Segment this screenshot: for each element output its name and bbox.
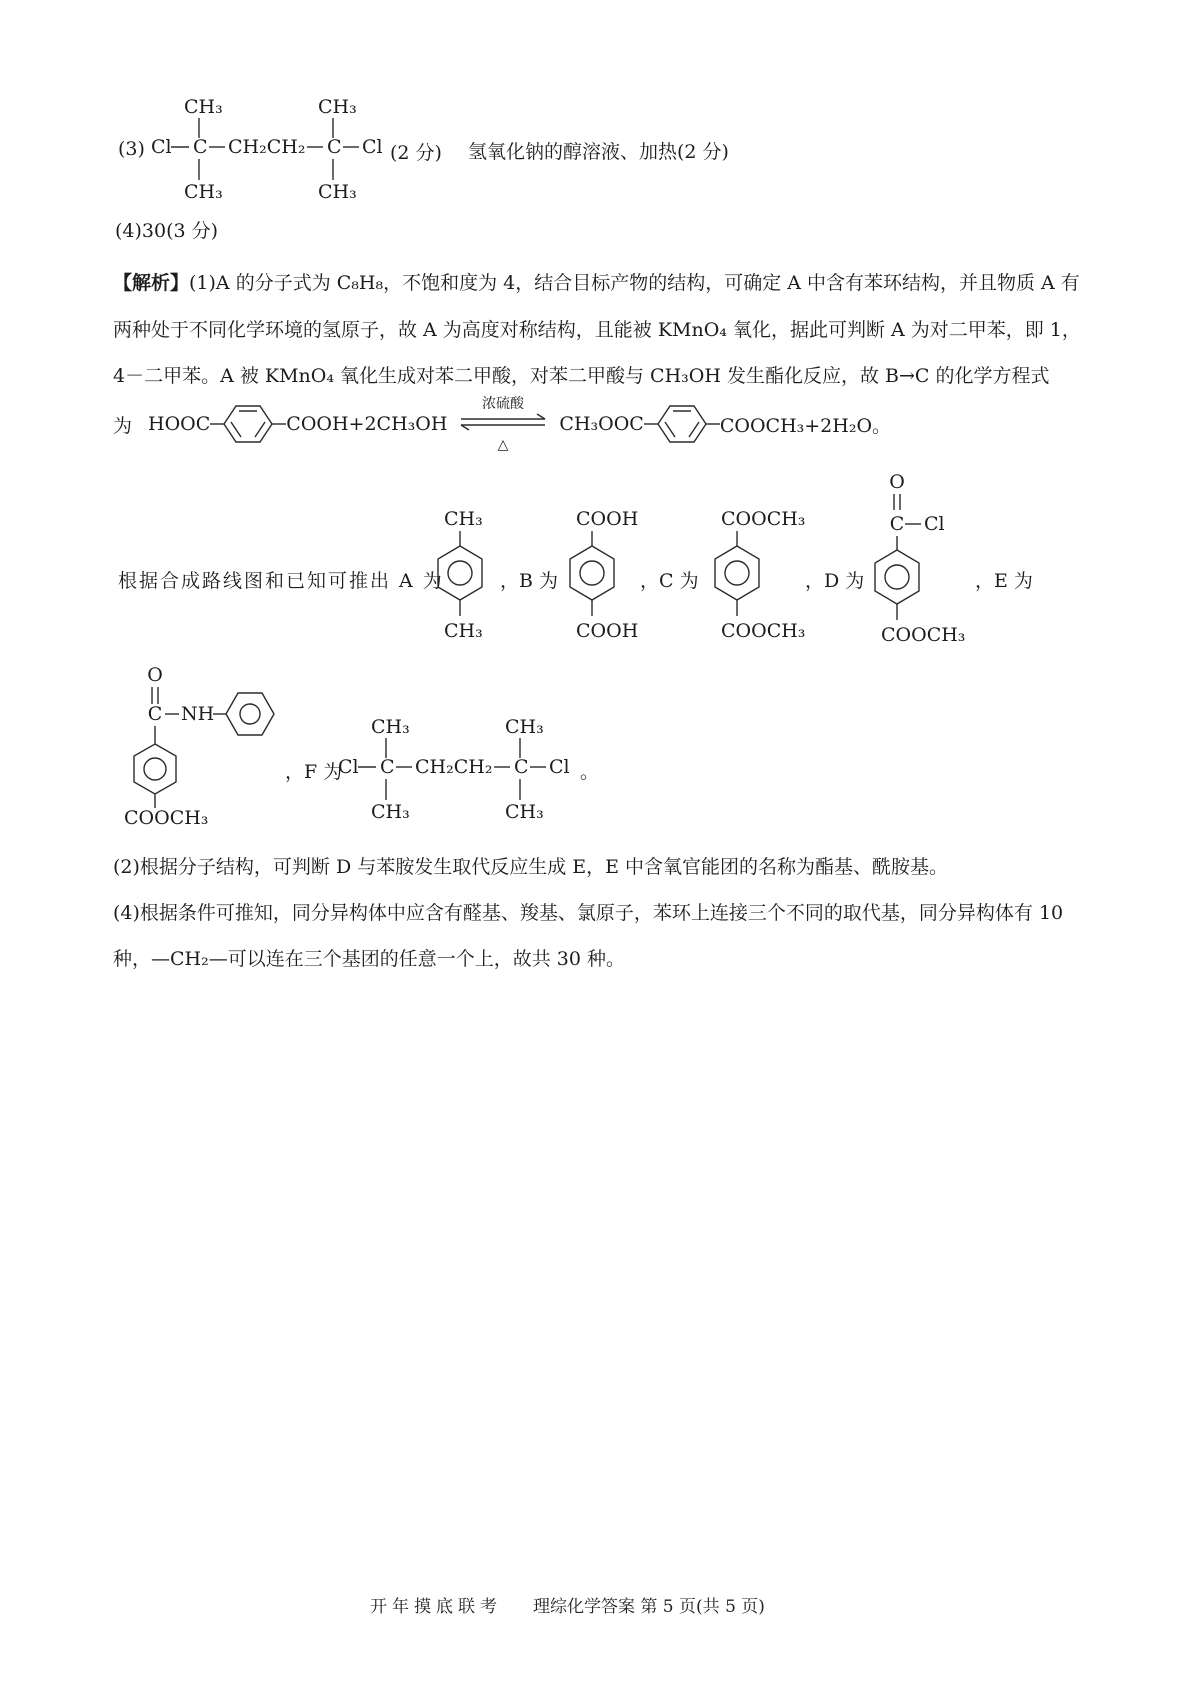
bond-lines: [438, 531, 482, 616]
analysis-line-1-text: (1)A 的分子式为 C₈H₈，不饱和度为 4，结合目标产物的结构，可确定 A 中含有苯环结构，并且物质 A 有: [189, 272, 1080, 294]
bond-lines: [570, 531, 614, 616]
substituent-bottom: COOCH₃: [881, 624, 966, 646]
derivation-sep-d: ，D 为: [805, 570, 865, 592]
atom-cl-left: Cl: [151, 136, 172, 158]
heat-symbol: △: [498, 437, 509, 453]
chlorine-atom: Cl: [924, 513, 945, 535]
q3-score: (2 分): [390, 142, 442, 164]
methyl-top-left: CH₃: [184, 96, 223, 118]
methyl-bottom-left: CH₃: [184, 181, 223, 203]
atom-c-right: C: [327, 136, 342, 158]
derivation-end-period: 。: [580, 761, 600, 783]
bond-lines: [210, 406, 286, 442]
analysis-para-4-line-2: 种，—CH₂—可以连在三个基团的任意一个上，故共 30 种。: [113, 948, 625, 970]
substituent-bottom: CH₃: [444, 620, 483, 642]
methyl-top-right: CH₃: [318, 96, 357, 118]
carbonyl-carbon: C: [889, 513, 905, 535]
carbonyl-oxygen: O: [147, 664, 163, 686]
atom-cl-left: Cl: [338, 756, 359, 778]
substituent-top: COOH: [576, 508, 639, 530]
structure-f-diagram: [338, 707, 570, 825]
atom-cl-right: Cl: [549, 756, 570, 778]
atom-cl-right: Cl: [362, 136, 383, 158]
derivation-sep-f: ，F 为: [285, 761, 343, 783]
ethylene-bridge: CH₂CH₂: [415, 756, 493, 778]
carbonyl-carbon: C: [147, 703, 163, 725]
derivation-sep-e: ，E 为: [975, 570, 1033, 592]
analysis-line-1: [113, 268, 1080, 295]
q3-dichloride-structure-diagram: [151, 87, 383, 205]
analysis-tag: 【解析】: [113, 272, 190, 294]
structure-b-diagram: [537, 508, 647, 648]
q3-condition-text: 氢氧化钠的醇溶液、加热(2 分): [468, 141, 729, 163]
analysis-line-3: 4－二甲苯。A 被 KMnO₄ 氧化生成对苯二甲酸，对苯二甲酸与 CH₃OH 发生酯化反应，故 B→C 的化学方程式: [113, 365, 1050, 387]
methyl-bottom-right: CH₃: [318, 181, 357, 203]
substituent-bottom: COOCH₃: [124, 807, 209, 829]
atom-c-left: C: [193, 136, 208, 158]
structure-d-diagram: [842, 470, 972, 646]
ethylene-bridge: CH₂CH₂: [228, 136, 306, 158]
methyl-bottom-right: CH₃: [505, 801, 544, 823]
equation-prefix: 为: [113, 414, 133, 437]
bond-lines: [715, 531, 759, 616]
methyl-top-right: CH₃: [505, 716, 544, 738]
equation-right-rest: COOCH₃+2H₂O。: [719, 414, 892, 437]
analysis-para-4-line-1: (4)根据条件可推知，同分异构体中应含有醛基、羧基、氯原子，苯环上连接三个不同的取代基，同分异构体有 10: [113, 902, 1064, 924]
equation-right-group: CH₃OOC: [559, 413, 644, 435]
analysis-line-2: 两种处于不同化学环境的氢原子，故 A 为高度对称结构，且能被 KMnO₄ 氧化，据此可判断 A 为对二甲苯，即 1，: [113, 319, 1081, 341]
bond-lines: [644, 406, 720, 442]
q4-answer: (4)30(3 分): [115, 220, 219, 242]
substituent-bottom: COOH: [576, 620, 639, 642]
structure-e-diagram: [120, 660, 300, 832]
derivation-sep-c: ，C 为: [640, 570, 699, 592]
amide-nh: NH: [181, 703, 215, 725]
derivation-intro: 根据合成路线图和已知可推出 A 为: [118, 570, 444, 592]
substituent-top: COOCH₃: [721, 508, 806, 530]
substituent-top: CH₃: [444, 508, 483, 530]
structure-c-diagram: [682, 508, 806, 648]
structure-a-diagram: [405, 508, 515, 648]
equilibrium-arrow: [453, 393, 553, 455]
derivation-sep-b: ，B 为: [500, 570, 559, 592]
arrow-lines: [461, 414, 545, 430]
q3-label: (3): [118, 138, 145, 160]
footer-exam-name: 开年摸底联考: [370, 1597, 502, 1617]
atom-c-right: C: [514, 756, 529, 778]
methyl-top-left: CH₃: [371, 716, 410, 738]
substituent-bottom: COOCH₃: [721, 620, 806, 642]
equation-left-group: HOOC: [148, 413, 211, 435]
footer-page-info: 理综化学答案 第 5 页(共 5 页): [533, 1597, 765, 1617]
benzene-ring-kekule-right: [644, 401, 720, 447]
condition-above-arrow: 浓硫酸: [482, 396, 525, 412]
methyl-bottom-left: CH₃: [371, 801, 410, 823]
analysis-para-2: (2)根据分子结构，可判断 D 与苯胺发生取代反应生成 E，E 中含氧官能团的名称为酯基、酰胺基。: [113, 856, 949, 878]
esterification-equation: [113, 386, 891, 462]
equation-left-rest: COOH+2CH₃OH: [286, 413, 448, 435]
carbonyl-oxygen: O: [889, 471, 905, 493]
benzene-ring-kekule-left: [210, 401, 286, 447]
atom-c-left: C: [380, 756, 395, 778]
